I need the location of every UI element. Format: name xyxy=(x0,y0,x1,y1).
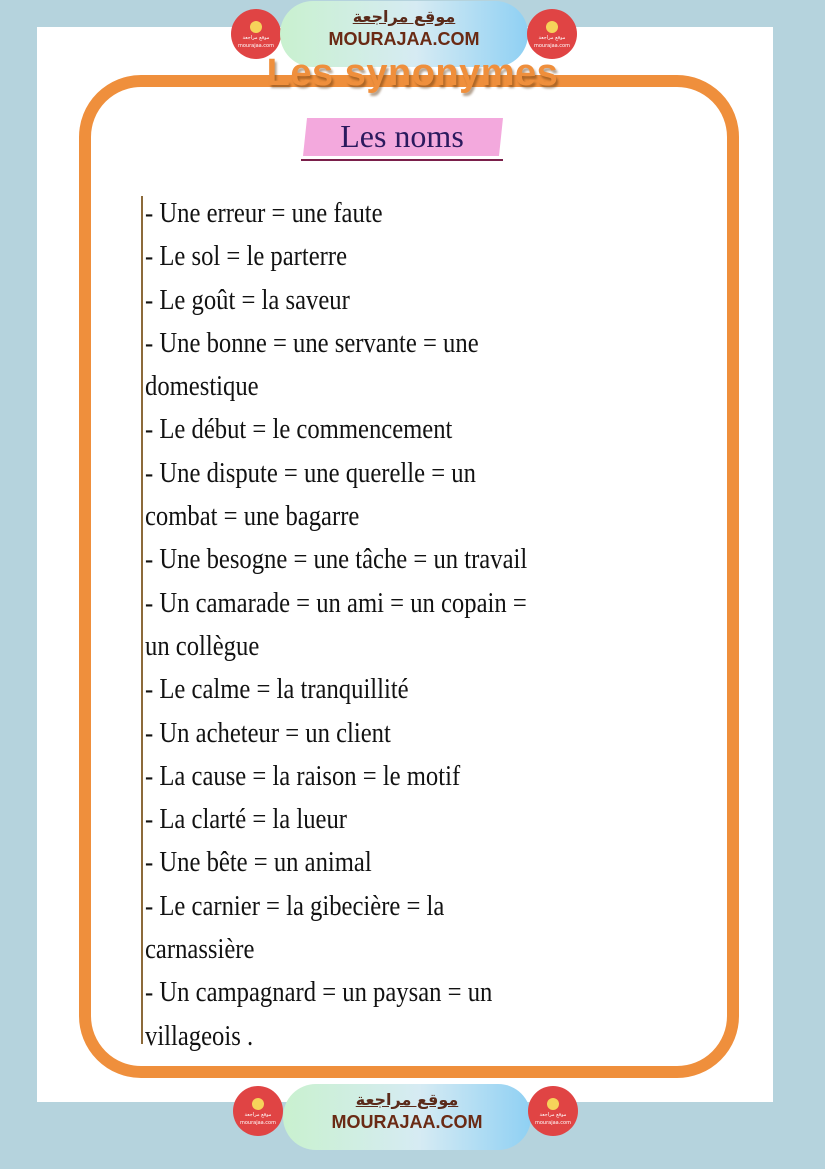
list-line: - Le sol = le parterre xyxy=(145,241,348,273)
synonym-list xyxy=(145,192,603,1058)
list-line: - Une bête = un animal xyxy=(145,847,372,879)
list-line: villageois . xyxy=(145,1020,254,1052)
logo-icon xyxy=(546,21,558,33)
site-name-arabic: موقع مراجعة xyxy=(355,1090,459,1109)
list-line: - Le carnier = la gibecière = la xyxy=(145,890,445,922)
list-line: domestique xyxy=(145,371,259,403)
site-name-latin: MOURAJAA.COM xyxy=(328,29,480,49)
margin-line xyxy=(141,196,143,1044)
site-name-pill[interactable] xyxy=(283,1084,531,1150)
list-line: - Le goût = la saveur xyxy=(145,284,350,316)
badge-text-ar: موقع مراجعة xyxy=(242,35,270,41)
list-line: - La cause = la raison = le motif xyxy=(145,760,461,792)
list-line: - Une bonne = une servante = une xyxy=(145,327,479,359)
logo-icon xyxy=(250,21,262,33)
subtitle-block xyxy=(299,114,505,162)
badge-text-en: mourajaa.com xyxy=(239,1120,276,1126)
subtitle-underline xyxy=(301,159,503,161)
site-logo-badge-right xyxy=(528,1086,578,1136)
page-title: Les synonymes xyxy=(266,52,559,94)
badge-text-en: mourajaa.com xyxy=(534,1120,571,1126)
section-subtitle: Les noms xyxy=(340,118,464,154)
list-line: combat = une bagarre xyxy=(145,501,360,533)
list-line: - Une dispute = une querelle = un xyxy=(145,457,476,489)
list-line: - Un camarade = un ami = un copain = xyxy=(145,587,527,619)
list-line: - Une erreur = une faute xyxy=(145,198,383,229)
bottom-watermark-banner xyxy=(0,1086,825,1156)
badge-text-ar: موقع مراجعة xyxy=(538,35,566,41)
list-line: un collègue xyxy=(145,630,260,662)
list-line: - Un campagnard = un paysan = un xyxy=(145,977,493,1009)
list-line: - Un acheteur = un client xyxy=(145,717,391,749)
list-line: - La clarté = la lueur xyxy=(145,804,348,836)
list-line: - Une besogne = une tâche = un travail xyxy=(145,544,528,576)
site-name-arabic: موقع مراجعة xyxy=(352,7,456,26)
site-name-latin: MOURAJAA.COM xyxy=(331,1112,483,1132)
list-line: - Le calme = la tranquillité xyxy=(145,674,409,706)
badge-text-en: mourajaa.com xyxy=(533,43,570,49)
site-logo-badge-left xyxy=(233,1086,283,1136)
badge-text-ar: موقع مراجعة xyxy=(244,1112,272,1118)
logo-icon xyxy=(547,1098,559,1110)
badge-text-en: mourajaa.com xyxy=(237,43,274,49)
logo-icon xyxy=(252,1098,264,1110)
list-line: - Le début = le commencement xyxy=(145,414,453,446)
list-line: carnassière xyxy=(145,934,255,966)
badge-text-ar: موقع مراجعة xyxy=(539,1112,567,1118)
